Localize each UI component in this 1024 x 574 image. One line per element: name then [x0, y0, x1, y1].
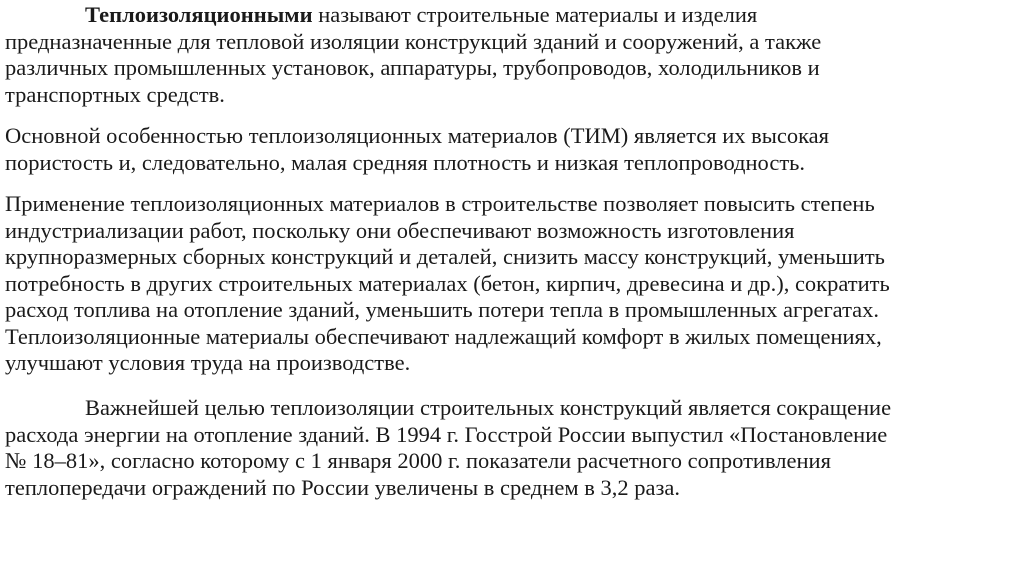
paragraph-line: теплопередачи ограждений по России увеличены в среднем в 3,2 раза.	[5, 474, 680, 500]
paragraph-line: предназначенные для тепловой изоляции конструкций зданий и сооружений, а также	[5, 28, 822, 54]
paragraph-line: пористость и, следовательно, малая средняя плотность и низкая теплопроводность.	[5, 149, 806, 175]
paragraph-definition	[5, 2, 1017, 108]
paragraph-line: Основной особенностью теплоизоляционных материалов (ТИМ) является их высокая	[5, 123, 830, 148]
paragraph-line: Применение теплоизоляционных материалов в строительстве позволяет повысить степень	[5, 191, 875, 216]
paragraph-main-feature	[5, 123, 1017, 176]
defined-term: Теплоизоляционными	[85, 2, 313, 27]
paragraph-line: потребность в других строительных материалах (бетон, кирпич, древесина и др.), сократить	[5, 270, 890, 296]
paragraph-line	[5, 2, 1017, 29]
paragraph-line: индустриализации работ, поскольку они обеспечивают возможность изготовления	[5, 217, 795, 243]
paragraph-line: крупноразмерных сборных конструкций и деталей, снизить массу конструкций, уменьшить	[5, 244, 885, 269]
paragraph-line: транспортных средств.	[5, 81, 225, 107]
paragraph-line: различных промышленных установок, аппаратуры, трубопроводов, холодильников и	[5, 55, 820, 80]
paragraph-line: расхода энергии на отопление зданий. В 1994 г. Госстрой России выпустил «Постановление	[5, 421, 888, 447]
paragraph-line: Важнейшей целью теплоизоляции строительных конструкций является сокращение	[85, 395, 892, 420]
paragraph-line: расход топлива на отопление зданий, уменьшить потери тепла в промышленных агрегатах.	[5, 297, 880, 322]
paragraph-line: улучшают условия труда на производстве.	[5, 350, 411, 375]
paragraph-goal	[5, 395, 1017, 501]
paragraph-line: Теплоизоляционные материалы обеспечивают надлежащий комфорт в жилых помещениях,	[5, 323, 882, 349]
paragraph-line: № 18–81», согласно которому с 1 января 2000 г. показатели расчетного сопротивления	[5, 448, 831, 473]
paragraph-application	[5, 191, 1017, 377]
line-text: называют строительные материалы и изделия	[312, 2, 758, 27]
